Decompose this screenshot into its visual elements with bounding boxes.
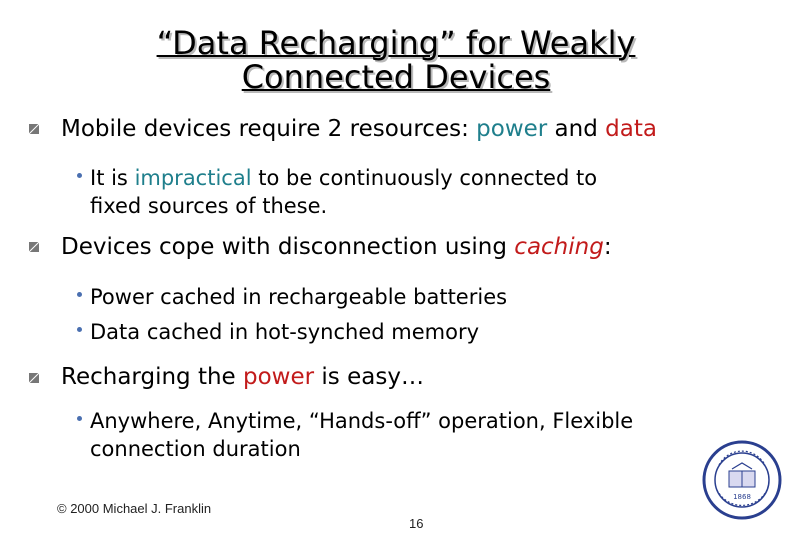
caching-keyword: caching: [514, 234, 604, 260]
sub-bullet-dot-icon: [77, 173, 82, 178]
bullet-square-icon: [29, 124, 39, 134]
sub-bullet-power-cached: Power cached in rechargeable batteries: [90, 285, 508, 309]
impractical-keyword: impractical: [134, 166, 252, 190]
sub-bullet-data-cached: Data cached in hot-synched memory: [90, 320, 480, 344]
sub-bullet-anywhere: Anywhere, Anytime, “Hands-off” operation, Flexible connection duration: [90, 409, 634, 461]
power-keyword: power: [476, 116, 548, 142]
bullet-square-icon: [29, 373, 39, 383]
university-seal-logo: [702, 435, 782, 525]
copyright-text: © 2000 Michael J. Franklin: [57, 501, 212, 516]
sub-bullet-dot-icon: [77, 292, 82, 297]
sub-bullet-dot-icon: [77, 416, 82, 421]
sub-bullet-dot-icon: [77, 327, 82, 332]
bullet-recharging: Recharging the power is easy…: [61, 364, 424, 390]
svg-text:1868: 1868: [733, 493, 751, 501]
bullet-caching: Devices cope with disconnection using caching:: [61, 234, 612, 260]
bullet-resources: Mobile devices require 2 resources: power and data: [61, 116, 657, 142]
power-keyword: power: [243, 364, 315, 390]
slide-title: [0, 26, 792, 94]
page-number: 16: [409, 516, 424, 531]
bullet-square-icon: [29, 242, 39, 252]
data-keyword: data: [605, 116, 657, 142]
sub-bullet-impractical: It is impractical to be continuously connected to fixed sources of these.: [90, 166, 598, 218]
slide-title-line1: “Data Recharging” for Weakly: [156, 24, 636, 62]
slide-title-line2: Connected Devices: [241, 58, 551, 96]
